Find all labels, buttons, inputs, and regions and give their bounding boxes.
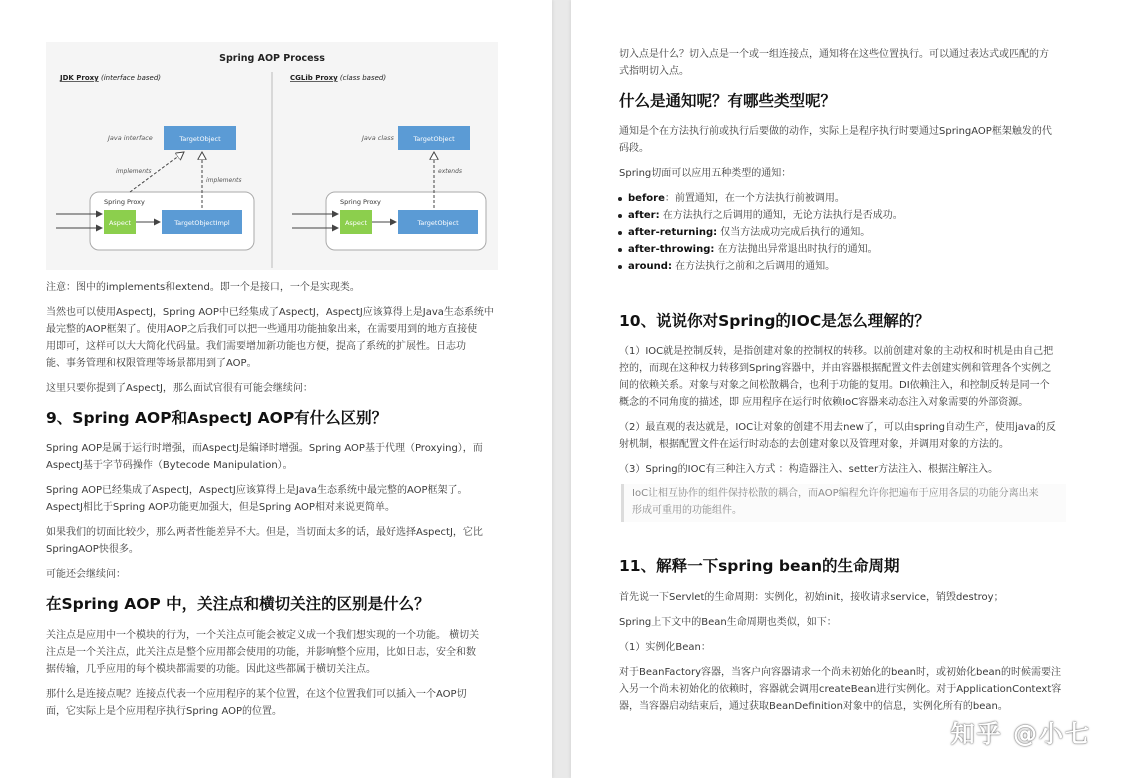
bullet-before: before：前置通知，在一个方法执行前被调用。 (628, 193, 845, 204)
pj-line1: 那什么是连接点呢？连接点代表一个应用程序的某个位置，在这个位置我们可以插入一个AOP切 (46, 689, 467, 700)
para2-text: 这里只要你提到了AspectJ，那么面试官很有可能会继续问： (46, 383, 313, 394)
para1-line2: 最完整的AOP框架了。使用AOP之后我们可以把一些通用功能抽象出来，在需要用到的地方直接使 (46, 324, 478, 335)
jdk-aspect-label: Aspect (108, 219, 132, 227)
jdk-target-object-label: TargetObject (179, 135, 221, 143)
jdk-proxy-sub: (interface based) (98, 74, 162, 82)
diagram-title: Spring AOP Process (219, 53, 325, 64)
svg-text:JDK Proxy (interface based) (59, 74, 161, 82)
blockquote-line2: 形成可重用的功能组件。 (632, 505, 742, 516)
p11c-text: （1）实例化Bean： (619, 642, 711, 653)
bullet-around: around: 在方法执行之前和之后调用的通知。 (628, 261, 836, 272)
p11d-line1: 对于BeanFactory容器，当客户向容器请求一个尚未初始化的bean时，或初始化bean的时候需要注 (619, 667, 1061, 678)
heading-10: 10、说说你对Spring的IOC是怎么理解的？ (619, 312, 930, 330)
spring-aop-diagram (46, 42, 498, 270)
heading-concern: 在Spring AOP 中，关注点和横切关注的区别是什么？ (46, 595, 430, 613)
p9a-line1: Spring AOP是属于运行时增强，而AspectJ是编译时增强。Spring AOP基于代理（Proxying），而 (46, 443, 483, 454)
p9b-line1: Spring AOP已经集成了AspectJ，AspectJ应该算得上是Java生态系统中最完整的AOP框架了。 (46, 485, 468, 496)
svg-text:CGLib Proxy (class based) (290, 74, 386, 82)
cglib-proxy-label: CGLib Proxy (290, 74, 338, 82)
pc-line2: 注点是一个关注点，此关注点是整个应用都会使用的功能，并影响整个应用，比如日志，安全和数 (46, 647, 476, 658)
bullet-dot (618, 197, 622, 201)
bullet-dot (618, 248, 622, 252)
left-page (0, 0, 552, 778)
r-pa2-text: Spring切面可以应用五种类型的通知： (619, 168, 792, 179)
jdk-implements-label-2: implements (206, 177, 242, 184)
jdk-proxy-label: JDK Proxy (60, 74, 99, 82)
p10a-line3: 间的依赖关系。对象与对象之间松散耦合，也利于功能的复用。DI依赖注入，和控制反转是同一个 (619, 380, 1050, 391)
note-text: 注意：图中的implements和extend。即一个是接口，一个是实现类。 (46, 282, 360, 293)
heading-11: 11、解释一下spring bean的生命周期 (619, 557, 900, 575)
cglib-target-object-label: TargetObject (413, 135, 455, 143)
p11d-line2: 入另一个尚未初始化的依赖时，容器就会调用createBean进行实例化。对于ApplicationContext容 (619, 684, 1062, 695)
bullet-dot (618, 265, 622, 269)
java-class-label: Java class (362, 134, 394, 142)
blockquote-line1: IoC让相互协作的组件保持松散的耦合，而AOP编程允许你把遍布于应用各层的功能分离出来 (632, 488, 1039, 499)
cglib-proxy-sub: (class based) (337, 74, 387, 82)
p10b-line2: 射机制，根据配置文件在运行时动态的去创建对象以及管理对象，并调用对象的方法的。 (619, 439, 1009, 450)
blockquote-text (632, 485, 1062, 519)
bullet-after: after: 在方法执行之后调用的通知，无论方法执行是否成功。 (628, 210, 903, 221)
cglib-target-object-label-2: TargetObject (417, 219, 459, 227)
r-pa-line2: 码段。 (619, 143, 649, 154)
p10a-line4: 概念的不同角度的描述，即 应用程序在运行时依赖IoC容器来动态注入对象需要的外部资源。 (619, 397, 1029, 408)
p9d-text: 可能还会继续问： (46, 569, 126, 580)
heading-advice: 什么是通知呢？有哪些类型呢？ (619, 92, 837, 110)
p10a-line2: 控的，而现在这种权力转移到Spring容器中，并由容器根据配置文件去创建实例和管理各个实例之 (619, 363, 1052, 374)
jdk-implements-label-1: implements (116, 168, 152, 175)
cglib-spring-proxy-label: Spring Proxy (340, 198, 381, 206)
jdk-spring-proxy-label: Spring Proxy (104, 198, 145, 206)
p9c-line2: SpringAOP快很多。 (46, 544, 139, 555)
p9a-line2: AspectJ基于字节码操作（Bytecode Manipulation）。 (46, 460, 293, 471)
bullet-after-returning: after-returning: 仅当方法成功完成后执行的通知。 (628, 227, 871, 238)
bullet-dot (618, 231, 622, 235)
java-interface-label: Java interface (108, 134, 153, 142)
p10a-line1: （1）IOC就是控制反转，是指创建对象的控制权的转移。以前创建对象的主动权和时机是由自己把 (619, 346, 1054, 357)
para1-line3: 用即可，这样可以大大简化代码量。我们需要增加新功能也方便，提高了系统的扩展性。日志功 (46, 341, 466, 352)
para1-line1: 当然也可以使用AspectJ，Spring AOP中已经集成了AspectJ，AspectJ应该算得上是Java生态系统中 (46, 307, 494, 318)
p11a-text: 首先说一下Servlet的生命周期：实例化，初始init，接收请求service，销毁destroy； (619, 592, 1004, 603)
p9c-line1: 如果我们的切面比较少，那么两者性能差异不大。但是，当切面太多的话，最好选择AspectJ，它比 (46, 527, 483, 538)
p10b-line1: （2）最直观的表达就是，IOC让对象的创建不用去new了，可以由spring自动生产，使用java的反 (619, 422, 1056, 433)
cglib-extends-label: extends (438, 168, 463, 175)
jdk-target-impl-label: TargetObjectImpl (174, 219, 230, 227)
r-pc-line1: 切入点是什么？切入点是一个或一组连接点，通知将在这些位置执行。可以通过表达式或匹配的方 (619, 49, 1049, 60)
cglib-aspect-label: Aspect (344, 219, 368, 227)
r-pc-line2: 式指明切入点。 (619, 66, 689, 77)
para1-line4: 能、事务管理和权限管理等场景都用到了AOP。 (46, 358, 257, 369)
diagram-svg (46, 42, 498, 270)
bullet-after-throwing: after-throwing: 在方法抛出异常退出时执行的通知。 (628, 244, 878, 255)
p11b-text: Spring上下文中的Bean生命周期也类似，如下： (619, 617, 837, 628)
p11d-line3: 器，当容器启动结束后，通过获取BeanDefinition对象中的信息，实例化所有的bean。 (619, 701, 1008, 712)
r-pa-line1: 通知是个在方法执行前或执行后要做的动作，实际上是程序执行时要通过SpringAOP框架触发的代 (619, 126, 1052, 137)
zhihu-watermark: 知乎 @小七 (950, 720, 1091, 748)
pc-line1: 关注点是应用中一个模块的行为，一个关注点可能会被定义成一个我们想实现的一个功能。 横切关 (46, 630, 480, 641)
p9b-line2: AspectJ相比于Spring AOP功能更加强大，但是Spring AOP相对来说更简单。 (46, 502, 395, 513)
heading-9: 9、Spring AOP和AspectJ AOP有什么区别？ (46, 409, 388, 427)
bullet-dot (618, 214, 622, 218)
pc-line3: 据传输，几乎应用的每个模块都需要的功能。因此这些都属于横切关注点。 (46, 664, 376, 675)
p10c-text: （3）Spring的IOC有三种注入方式 ：构造器注入、setter方法注入、根据注解注入。 (619, 464, 999, 475)
pj-line2: 面，它实际上是个应用程序执行Spring AOP的位置。 (46, 706, 283, 717)
